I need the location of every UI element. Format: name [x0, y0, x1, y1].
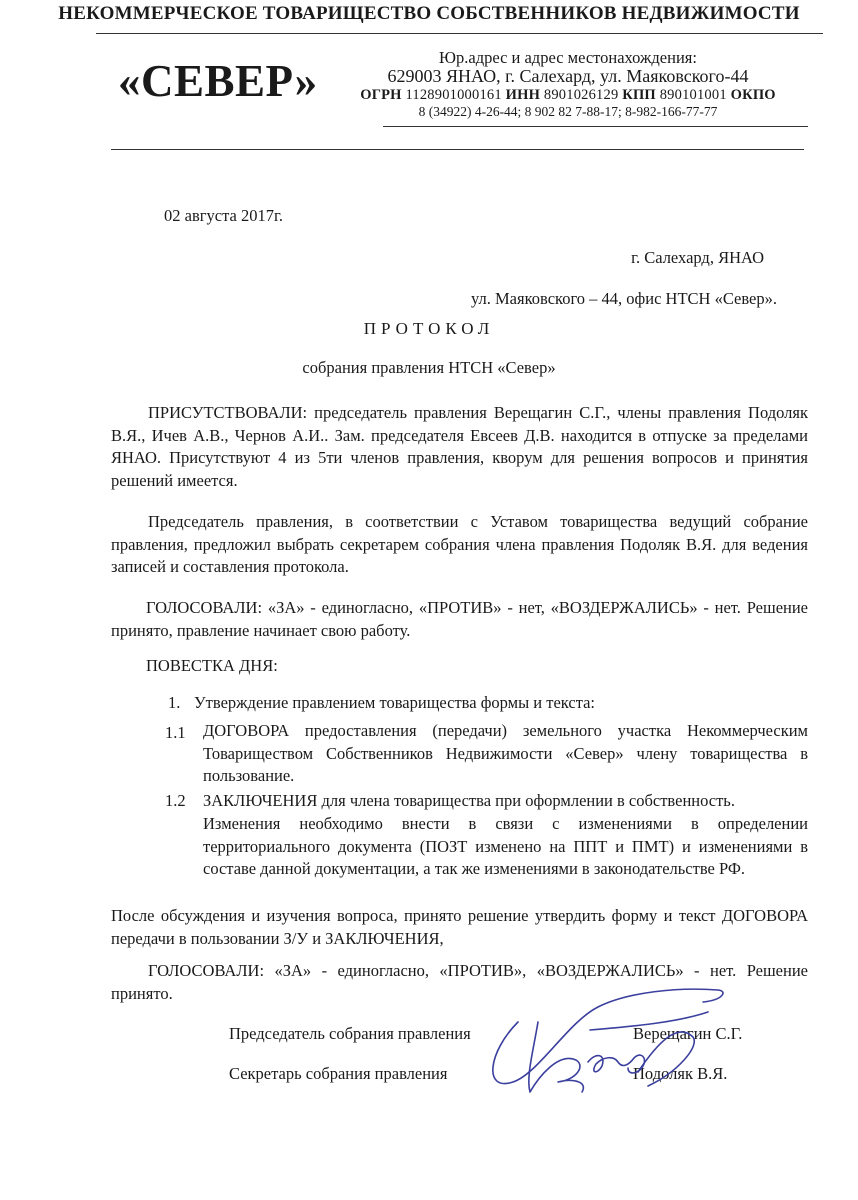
ogrn-label: ОГРН [360, 87, 402, 103]
inn-label: ИНН [505, 87, 541, 103]
agenda-text-1-1: ДОГОВОРА предоставления (передачи) земельного участка Некоммерческим Товариществом Собственников Недвижимости «Север» члену товарищества в пользование. [203, 721, 808, 785]
header-bottom-rule [111, 149, 804, 150]
para-chair [111, 511, 808, 579]
agenda-num-1: 1. [168, 693, 181, 712]
signature-stroke-2 [529, 1022, 584, 1092]
registration-ids [348, 87, 788, 104]
agenda-text-1: Утверждение правлением товарищества формы и текста: [194, 693, 596, 712]
signature-stroke-5 [590, 1012, 708, 1030]
signature-role-secretary: Секретарь собрания правления [229, 1064, 448, 1083]
para-vote1 [111, 597, 808, 642]
header-top-rule [96, 33, 823, 34]
signature-name-secretary: Подоляк В.Я. [633, 1064, 728, 1083]
okpo-label: ОКПО [730, 87, 776, 103]
kpp-label: КПП [622, 87, 656, 103]
agenda-num-1-2: 1.2 [165, 791, 186, 810]
signature-stroke-4 [638, 1032, 694, 1086]
para-decision [111, 905, 808, 950]
para-vote1-text: ГОЛОСОВАЛИ: «ЗА» - единогласно, «ПРОТИВ» - нет, «ВОЗДЕРЖАЛИСЬ» - нет. Решение принято, правление начинает свою работу. [111, 598, 808, 640]
para-vote2-text: ГОЛОСОВАЛИ: «ЗА» - единогласно, «ПРОТИВ», «ВОЗДЕРЖАЛИСЬ» - нет. Решение принято. [111, 961, 808, 1003]
document-location: ул. Маяковского – 44, офис НТСН «Север». [470, 289, 777, 308]
address: 629003 ЯНАО, г. Салехард, ул. Маяковского-44 [387, 66, 749, 86]
document-date: 02 августа 2017г. [164, 206, 283, 225]
signature-stroke-1 [493, 989, 723, 1083]
inn-value: 8901026129 [543, 87, 619, 103]
agenda-note-text: Изменения необходимо внести в связи с изменениями в определении территориального документа (ПОЗТ изменено на ППТ и ПМТ) и изменениями в составе данной документации, а так же изменениями в законодательстве РФ. [203, 814, 808, 878]
header-rule-right [383, 126, 808, 127]
agenda-heading: ПОВЕСТКА ДНЯ: [146, 656, 278, 675]
document-city: г. Салехард, ЯНАО [631, 248, 764, 267]
para-chair-text: Председатель правления, в соответствии с Уставом товарищества ведущий собрание правления, предложил выбрать секретарем собрания члена правления Подоляк В.Я. для ведения записей и составления протокола. [111, 512, 808, 576]
agenda-num-1-1: 1.1 [165, 723, 186, 742]
kpp-value: 890101001 [659, 87, 727, 103]
para-decision-text: После обсуждения и изучения вопроса, принято решение утвердить форму и текст ДОГОВОРА передачи в пользовании З/У и ЗАКЛЮЧЕНИЯ, [111, 906, 808, 948]
logo: «СЕВЕР» [118, 56, 318, 106]
agenda-item-1-1 [203, 720, 808, 788]
address-label: Юр.адрес и адрес местонахождения: [439, 48, 697, 67]
handwritten-signature [478, 982, 743, 1100]
signature-stroke-3 [588, 1055, 644, 1073]
ogrn-value: 1128901000161 [405, 87, 502, 103]
para-present-text: ПРИСУТСТВОВАЛИ: председатель правления Верещагин С.Г., члены правления Подоляк В.Я., Ичев А.В., Чернов А.И.. Зам. председателя Евсеев Д.В. находится в отпуске за пределами ЯНАО. Присутствуют 4 из 5ти членов правления, кворум для решения вопросов и принятия решений имеется. [111, 403, 808, 490]
document-title: ПРОТОКОЛ [363, 319, 495, 338]
org-name: НЕКОММЕРЧЕСКОЕ ТОВАРИЩЕСТВО СОБСТВЕННИКОВ НЕДВИЖИМОСТИ [58, 3, 800, 24]
agenda-note [203, 813, 808, 881]
agenda-text-1-2: ЗАКЛЮЧЕНИЯ для члена товарищества при оформлении в собственность. [203, 791, 735, 810]
phones: 8 (34922) 4-26-44; 8 902 82 7-88-17; 8-982-166-77-77 [418, 104, 718, 119]
para-present [111, 402, 808, 492]
document-subtitle: собрания правления НТСН «Север» [302, 358, 556, 377]
signature-name-chair: Верещагин С.Г. [633, 1024, 743, 1043]
signature-role-chair: Председатель собрания правления [229, 1024, 471, 1043]
